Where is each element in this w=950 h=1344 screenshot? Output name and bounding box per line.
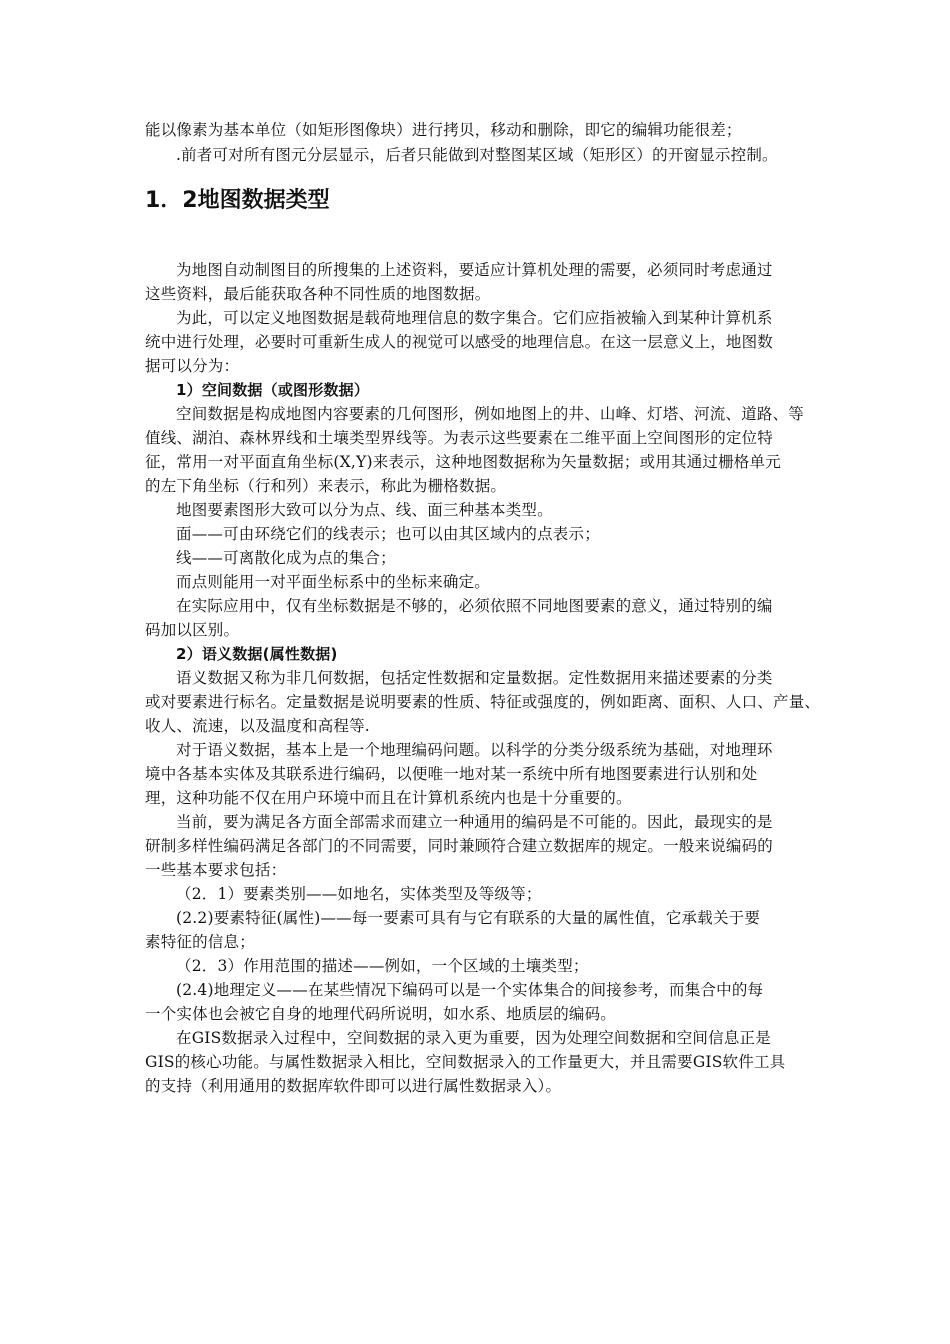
- paragraph-line: 为地图自动制图目的所搜集的上述资料，要适应计算机处理的需要，必须同时考虑通过: [176, 261, 773, 279]
- paragraph-line: 在实际应用中，仅有坐标数据是不够的，必须依照不同地图要素的意义，通过特别的编: [176, 597, 773, 615]
- paragraph-line: 面——可由环绕它们的线表示；也可以由其区域内的点表示；: [176, 525, 600, 543]
- paragraph-line: 而点则能用一对平面坐标系中的坐标来确定。: [176, 573, 491, 591]
- paragraph-line: 或对要素进行标名。定量数据是说明要素的性质、特征或强度的，例如距离、面积、人口、产量、: [145, 693, 821, 711]
- paragraph-line: 研制多样性编码满足各部门的不同需要，同时兼顾符合建立数据库的规定。一般来说编码的: [145, 837, 774, 855]
- paragraph-line: 征，常用一对平面直角坐标(X,Y)来表示，这种地图数据称为矢量数据；或用其通过栅格单元: [145, 453, 781, 471]
- requirement-item: 素特征的信息；: [145, 933, 255, 951]
- paragraph-line: 空间数据是构成地图内容要素的几何图形，例如地图上的井、山峰、灯塔、河流、道路、等: [176, 405, 805, 423]
- subheading-spatial-data: 1）空间数据（或图形数据）: [176, 381, 370, 399]
- paragraph-line: 这些资料，最后能获取各种不同性质的地图数据。: [145, 285, 491, 303]
- paragraph-line: GIS的核心功能。与属性数据录入相比，空间数据录入的工作量更大，并且需要GIS软件工具: [145, 1053, 786, 1071]
- paragraph-line: 对于语义数据，基本上是一个地理编码问题。以科学的分类分级系统为基础，对地理环: [176, 741, 773, 759]
- paragraph-line: 收人、流速，以及温度和高程等.: [145, 717, 370, 735]
- subheading-attribute-data: 2）语义数据(属性数据): [176, 645, 338, 663]
- requirement-item: （2．3）作用范围的描述——例如，一个区域的土壤类型；: [176, 957, 589, 975]
- requirement-item: (2.2)要素特征(属性)——每一要素可具有与它有联系的大量的属性值，它承载关于要: [176, 909, 761, 927]
- intro-line-1: 能以像素为基本单位（如矩形图像块）进行拷贝，移动和删除，即它的编辑功能很差；: [145, 121, 742, 139]
- paragraph-line: 语义数据又称为非几何数据，包括定性数据和定量数据。定性数据用来描述要素的分类: [176, 669, 773, 687]
- paragraph-line: 境中各基本实体及其联系进行编码，以便唯一地对某一系统中所有地图要素进行认别和处: [145, 765, 758, 783]
- paragraph-line: 统中进行处理，必要时可重新生成人的视觉可以感受的地理信息。在这一层意义上，地图数: [145, 333, 774, 351]
- paragraph-line: 的左下角坐标（行和列）来表示，称此为栅格数据。: [145, 477, 507, 495]
- intro-line-2: .前者可对所有图元分层显示，后者只能做到对整图某区域（矩形区）的开窗显示控制。: [176, 146, 778, 164]
- paragraph-line: 一些基本要求包括：: [145, 861, 287, 879]
- section-heading: 1．2地图数据类型: [145, 188, 330, 213]
- paragraph-line: 线——可离散化成为点的集合；: [176, 549, 396, 567]
- paragraph-line: 码加以区别。: [145, 621, 240, 639]
- paragraph-line: 值线、湖泊、森林界线和土壤类型界线等。为表示这些要素在二维平面上空间图形的定位特: [145, 429, 774, 447]
- paragraph-line: 当前，要为满足各方面全部需求而建立一种通用的编码是不可能的。因此，最现实的是: [176, 813, 773, 831]
- paragraph-line: 在GIS数据录入过程中，空间数据的录入更为重要，因为处理空间数据和空间信息正是: [176, 1029, 771, 1047]
- requirement-item: （2．1）要素类别——如地名，实体类型及等级等；: [176, 885, 542, 903]
- requirement-item: 一个实体也会被它自身的地理代码所说明，如水系、地质层的编码。: [145, 1005, 617, 1023]
- paragraph-line: 据可以分为：: [145, 357, 240, 375]
- paragraph-line: 地图要素图形大致可以分为点、线、面三种基本类型。: [176, 501, 553, 519]
- requirement-item: (2.4)地理定义——在某些情况下编码可以是一个实体集合的间接参考，而集合中的每: [176, 981, 764, 999]
- paragraph-line: 为此，可以定义地图数据是载荷地理信息的数字集合。它们应指被输入到某种计算机系: [176, 309, 773, 327]
- paragraph-line: 理，这种功能不仅在用户环境中而且在计算机系统内也是十分重要的。: [145, 789, 632, 807]
- paragraph-line: 的支持（利用通用的数据库软件即可以进行属性数据录入）。: [145, 1077, 562, 1095]
